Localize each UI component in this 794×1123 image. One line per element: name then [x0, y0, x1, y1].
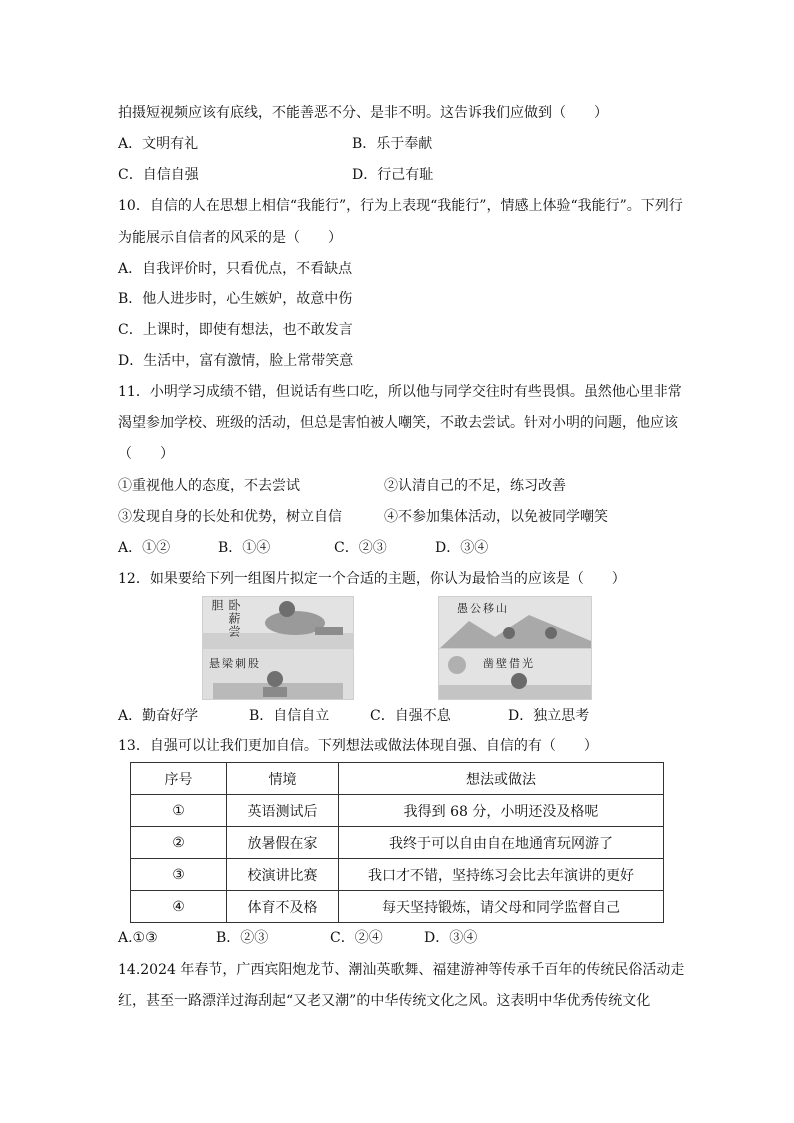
q9-option-c: C．自信自强 [118, 167, 199, 183]
header-situation: 情境 [227, 763, 339, 795]
q11-statement-3: ③发现自身的长处和优势，树立自信 [118, 509, 342, 525]
q13-option-d: D．③④ [424, 930, 478, 946]
picture-caption-3: 愚公移山 [457, 602, 509, 615]
row-index: ② [131, 827, 227, 859]
q13-option-c: C．②④ [330, 930, 383, 946]
picture-caption-2: 悬梁刺股 [209, 657, 261, 670]
q11-statement-2: ②认清自己的不足，练习改善 [384, 478, 566, 494]
q13-stem: 13．自强可以让我们更加自信。下列想法或做法体现自强、自信的有（ ） [118, 738, 598, 754]
q10-option-b: B．他人进步时，心生嫉妒，故意中伤 [118, 291, 353, 307]
q10-option-a: A．自我评价时，只看优点，不看缺点 [118, 261, 353, 277]
q12-stem: 12．如果要给下列一组图片拟定一个合适的主题，你认为最恰当的应该是（ ） [118, 571, 626, 587]
picture-xuanliang-cigu [202, 648, 354, 700]
q9-stem: 拍摄短视频应该有底线，不能善恶不分、是非不明。这告诉我们应做到（ ） [118, 105, 608, 121]
table-header-row [131, 763, 664, 795]
picture-woxin-changdan [202, 596, 354, 650]
q13-table [130, 762, 664, 923]
q11-option-d: D．③④ [435, 540, 489, 556]
q10-stem-line2: 为能展示自信者的风采的是（ ） [118, 230, 342, 246]
picture-caption-4: 凿壁借光 [483, 657, 535, 670]
q11-option-b: B．①④ [218, 540, 271, 556]
picture-caption-1: 卧薪尝胆 [210, 599, 241, 638]
q11-option-a: A．①② [118, 540, 171, 556]
q12-option-d: D．独立思考 [508, 708, 590, 724]
q12-option-b: B．自信自立 [249, 708, 330, 724]
row-action: 每天坚持锻炼，请父母和同学监督自己 [339, 891, 664, 923]
row-index: ① [131, 795, 227, 827]
q11-stem-line1: 11．小明学习成绩不错，但说话有些口吃，所以他与同学交往时有些畏惧。虽然他心里非常 [118, 384, 682, 400]
picture-yugong-yishan [438, 596, 592, 650]
row-index: ③ [131, 859, 227, 891]
q11-stem-line2: 渴望参加学校、班级的活动，但总是害怕被人嘲笑，不敢去尝试。针对小明的问题，他应该 [118, 415, 678, 431]
table-row [131, 891, 664, 923]
table-row [131, 827, 664, 859]
header-action: 想法或做法 [339, 763, 664, 795]
q10-option-d: D．生活中，富有激情，脸上常带笑意 [118, 353, 354, 369]
q10-stem-line1: 10．自信的人在思想上相信“我能行”，行为上表现“我能行”，情感上体验“我能行”。下列行 [118, 198, 683, 214]
q11-statement-1: ①重视他人的态度，不去尝试 [118, 478, 300, 494]
q11-statement-4: ④不参加集体活动，以免被同学嘲笑 [384, 509, 608, 525]
q11-stem-line3: （ ） [118, 446, 174, 462]
row-action: 我得到 68 分，小明还没及格呢 [339, 795, 664, 827]
q9-option-b: B．乐于奉献 [352, 136, 433, 152]
q13-option-a: A.①③ [118, 930, 158, 946]
picture-zaobi-jieguang [438, 648, 592, 700]
q10-option-c: C．上课时，即使有想法，也不敢发言 [118, 322, 353, 338]
row-action: 我口才不错，坚持练习会比去年演讲的更好 [339, 859, 664, 891]
q9-option-d: D．行己有耻 [352, 167, 434, 183]
q12-option-c: C．自强不息 [370, 708, 451, 724]
q14-stem-line2: 红，甚至一路漂洋过海刮起“又老又潮”的中华传统文化之风。这表明中华优秀传统文化 [118, 993, 651, 1009]
row-index: ④ [131, 891, 227, 923]
table-row [131, 795, 664, 827]
q13-option-b: B．②③ [216, 930, 269, 946]
q11-option-c: C．②③ [334, 540, 387, 556]
row-situation: 放暑假在家 [227, 827, 339, 859]
q9-option-a: A．文明有礼 [118, 136, 199, 152]
table-row [131, 859, 664, 891]
row-situation: 英语测试后 [227, 795, 339, 827]
row-situation: 体育不及格 [227, 891, 339, 923]
row-situation: 校演讲比赛 [227, 859, 339, 891]
q12-option-a: A．勤奋好学 [118, 708, 199, 724]
row-action: 我终于可以自由自在地通宵玩网游了 [339, 827, 664, 859]
header-index: 序号 [131, 763, 227, 795]
q14-stem-line1: 14.2024 年春节，广西宾阳炮龙节、潮汕英歌舞、福建游神等传承千百年的传统民俗活动走 [118, 962, 685, 978]
